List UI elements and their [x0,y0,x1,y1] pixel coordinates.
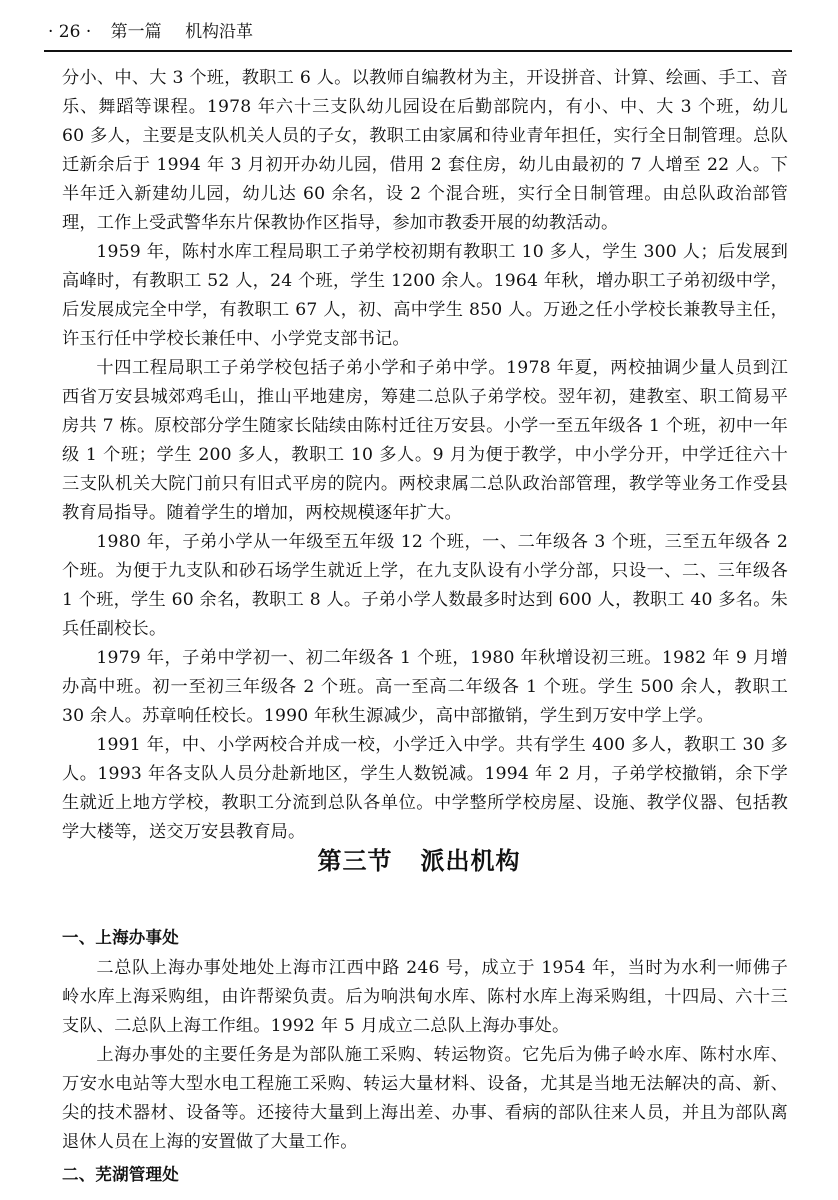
paragraph: 分小、中、大 3 个班，教职工 6 人。以教师自编教材为主，开设拼音、计算、绘画、手工、音乐、舞蹈等课程。1978 年六十三支队幼儿园设在后勤部院内，有小、中、大 3 个班，幼儿 60 多人，主要是支队机关人员的子女，教职工由家属和待业青年担任，实行全日制管理。总队迁新余后于 1994 年 3 月初开办幼儿园，借用 2 套住房，幼儿由最初的 7 人增至 22 人。下半年迁入新建幼儿园，幼儿达 60 余名，设 2 个混合班，实行全日制管理。由总队政治部管理，工作上受武警华东片保教协作区指导，参加市教委开展的幼教活动。 [62,68,788,233]
paragraph: 上海办事处的主要任务是为部队施工采购、转运物资。它先后为佛子岭水库、陈村水库、万安水电站等大型水电工程施工采购、转运大量材料、设备，尤其是当地无法解决的高、新、尖的技术器材、设备等。还接待大量到上海出差、办事、看病的部队往来人员，并且为部队离退休人员在上海的安置做了大量工作。 [62,1045,788,1152]
header-rule [44,50,792,52]
section-number: 第三节 [317,847,393,875]
paragraph: 十四工程局职工子弟学校包括子弟小学和子弟中学。1978 年夏，两校抽调少量人员到江西省万安县城郊鸡毛山，推山平地建房，筹建二总队子弟学校。翌年初，建教室、职工简易平房共 7 栋。原校部分学生随家长陆续由陈村迁往万安县。小学一至五年级各 1 个班，初中一年级 1 个班；学生 200 多人，教职工 10 多人。9 月为便于教学，中小学分开，中学迁往六十三支队机关大院门前只有旧式平房的院内。两校隶属二总队政治部管理，教学等业务工作受县教育局指导。随着学生的增加，两校规模逐年扩大。 [62,358,788,523]
paragraph: 1980 年，子弟小学从一年级至五年级 12 个班，一、二年级各 3 个班，三至五年级各 2 个班。为便于九支队和砂石场学生就近上学，在九支队设有小学分部，只设一、二、三年级各 1 个班，学生 60 余名，教职工 8 人。子弟小学人数最多时达到 600 人，教职工 40 多名。朱兵任副校长。 [62,532,788,639]
running-header [48,20,790,50]
subsection-heading: 二、芜湖管理处 [62,1165,179,1184]
page-number: · 26 · [48,22,92,42]
paragraph: 1959 年，陈村水库工程局职工子弟学校初期有教职工 10 多人，学生 300 人；后发展到高峰时，有教职工 52 人，24 个班，学生 1200 余人。1964 年秋，增办职工子弟初级中学，后发展成完全中学，有教职工 67 人，初、高中学生 850 人。万逊之任小学校长兼教导主任，许玉行任中学校长兼任中、小学党支部书记。 [62,242,788,349]
subsection-heading: 一、上海办事处 [62,928,179,947]
paragraph: 二总队上海办事处地处上海市江西中路 246 号，成立于 1954 年，当时为水利一师佛子岭水库上海采购组，由许帮梁负责。后为响洪甸水库、陈村水库上海采购组，十四局、六十三支队、二总队上海工作组。1992 年 5 月成立二总队上海办事处。 [62,958,788,1036]
body-text [62,64,788,847]
chapter-title: 机构沿革 [185,22,254,42]
paragraph: 1979 年，子弟中学初一、初二年级各 1 个班，1980 年秋增设初三班。1982 年 9 月增办高中班。初一至初三年级各 2 个班。高一至高二年级各 1 个班。学生 500 余人，教职工 30 余人。苏章响任校长。1990 年秋生源减少，高中部撤销，学生到万安中学上学。 [62,648,788,726]
section-heading [0,845,838,877]
section-title: 派出机构 [420,847,521,875]
paragraph: 1991 年，中、小学两校合并成一校，小学迁入中学。共有学生 400 多人，教职工 30 多人。1993 年各支队人员分赴新地区，学生人数锐减。1994 年 2 月，子弟学校撤销，余下学生就近上地方学校，教职工分流到总队各单位。中学整所学校房屋、设施、教学仪器、包括教学大楼等，送交万安县教育局。 [62,735,788,842]
part-title: 第一篇 [110,22,162,42]
subsection-block [62,924,788,1189]
